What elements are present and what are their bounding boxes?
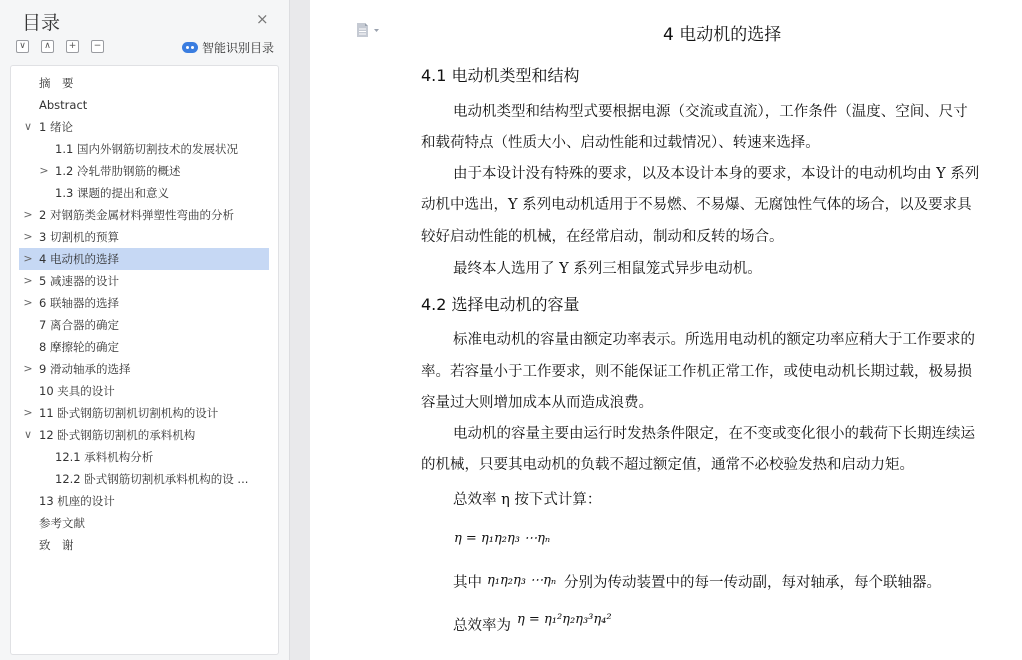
toc-item[interactable] bbox=[19, 468, 269, 490]
smart-toc-button[interactable] bbox=[182, 39, 274, 56]
toc-item-label: 12.2 卧式钢筋切割机承料机构的设 ... bbox=[55, 472, 249, 486]
inline-formula: η₁η₂η₃ ⋯ηₙ bbox=[487, 573, 557, 588]
chevron-right-icon[interactable]: > bbox=[39, 164, 49, 177]
paragraph-line: 容量过大则增加成本从而造成浪费。 bbox=[421, 395, 653, 411]
document-area bbox=[290, 0, 1022, 660]
collapse-all-icon[interactable]: ∨ bbox=[16, 40, 29, 53]
chevron-right-icon[interactable]: > bbox=[23, 362, 33, 375]
chevron-right-icon[interactable]: > bbox=[23, 296, 33, 309]
paragraph-line: 标准电动机的容量由额定功率表示。所选用电动机的额定功率应稍大于工作要求的 bbox=[453, 332, 975, 348]
toc-item-label: 4 电动机的选择 bbox=[39, 252, 119, 266]
toc-item-label: 1.3 课题的提出和意义 bbox=[55, 186, 169, 200]
total-efficiency-formula: η = η₁²η₂η₃³η₄² bbox=[517, 612, 612, 627]
paragraph-line: 电动机的容量主要由运行时发热条件限定，在不变或变化很小的载荷下长期连续运 bbox=[453, 426, 975, 442]
ai-assistant-icon bbox=[182, 42, 198, 53]
toc-item-label: 2 对钢筋类金属材料弹塑性弯曲的分析 bbox=[39, 208, 234, 222]
toc-item-label: Abstract bbox=[39, 98, 88, 112]
toc-toolbar bbox=[16, 40, 104, 53]
paragraph-line: 总效率 η 按下式计算： bbox=[453, 492, 602, 508]
toc-item[interactable] bbox=[19, 490, 269, 512]
toc-item-label: 1.1 国内外钢筋切割技术的发展状况 bbox=[55, 142, 238, 156]
toc-item[interactable] bbox=[19, 72, 269, 94]
efficiency-formula: η = η₁η₂η₃ ⋯ηₙ bbox=[454, 531, 551, 546]
toc-item[interactable] bbox=[19, 182, 269, 204]
chevron-right-icon[interactable]: > bbox=[23, 406, 33, 419]
toc-item[interactable] bbox=[19, 292, 269, 314]
section-title: 4.1 电动机类型和结构 bbox=[421, 66, 580, 85]
document-page bbox=[310, 0, 1022, 660]
toc-panel bbox=[0, 0, 290, 660]
toc-item[interactable] bbox=[19, 138, 269, 160]
chevron-right-icon[interactable]: > bbox=[23, 230, 33, 243]
toc-item-label: 致 谢 bbox=[39, 538, 74, 552]
toc-item[interactable] bbox=[19, 94, 269, 116]
toc-item-label: 摘 要 bbox=[39, 76, 74, 90]
toc-item[interactable] bbox=[19, 204, 269, 226]
toc-item-label: 1.2 冷轧带肋钢筋的概述 bbox=[55, 164, 181, 178]
paragraph-line: 和载荷特点（性质大小、启动性能和过载情况）、转速来选择。 bbox=[421, 135, 820, 151]
remove-heading-icon[interactable]: − bbox=[91, 40, 104, 53]
toc-item-label: 1 绪论 bbox=[39, 120, 73, 134]
close-icon[interactable]: × bbox=[256, 10, 269, 28]
toc-item[interactable] bbox=[19, 402, 269, 424]
add-heading-icon[interactable]: + bbox=[66, 40, 79, 53]
toc-item-label: 6 联轴器的选择 bbox=[39, 296, 119, 310]
toc-item[interactable] bbox=[19, 358, 269, 380]
toc-item[interactable] bbox=[19, 226, 269, 248]
toc-item[interactable] bbox=[19, 446, 269, 468]
toc-item[interactable] bbox=[19, 314, 269, 336]
toc-item[interactable] bbox=[19, 380, 269, 402]
paragraph-line: 的机械，只要其电动机的负载不超过额定值，通常不必校验发热和启动力矩。 bbox=[421, 457, 914, 473]
chevron-down-icon[interactable]: ∨ bbox=[23, 428, 33, 441]
section-title: 4.2 选择电动机的容量 bbox=[421, 295, 580, 314]
paragraph-line: 总效率为 bbox=[453, 618, 511, 634]
toc-item[interactable] bbox=[19, 534, 269, 556]
chevron-down-icon[interactable]: ∨ bbox=[23, 120, 33, 133]
chapter-title: 4 电动机的选择 bbox=[663, 25, 782, 45]
toc-item-label: 3 切割机的预算 bbox=[39, 230, 119, 244]
paragraph-line: 动机中选出，Y 系列电动机适用于不易燃、不易爆、无腐蚀性气体的场合，以及要求具 bbox=[421, 197, 972, 213]
toc-item-label: 13 机座的设计 bbox=[39, 494, 115, 508]
paragraph-line: 较好启动性能的机械，在经常启动，制动和反转的场合。 bbox=[421, 229, 784, 245]
toc-item[interactable] bbox=[19, 116, 269, 138]
chevron-right-icon[interactable]: > bbox=[23, 252, 33, 265]
smart-toc-label: 智能识别目录 bbox=[202, 41, 275, 55]
toc-item-label: 12.1 承料机构分析 bbox=[55, 450, 154, 464]
toc-item-label: 5 减速器的设计 bbox=[39, 274, 119, 288]
toc-item[interactable] bbox=[19, 270, 269, 292]
paragraph-line: 最终本人选用了 Y 系列三相鼠笼式异步电动机。 bbox=[453, 261, 762, 277]
chevron-right-icon[interactable]: > bbox=[23, 274, 33, 287]
toc-item[interactable] bbox=[19, 336, 269, 358]
paragraph-line: 其中 bbox=[453, 575, 482, 591]
toc-item-label: 12 卧式钢筋切割机的承料机构 bbox=[39, 428, 196, 442]
page-view-icon[interactable] bbox=[356, 22, 382, 42]
paragraph-line: 率。若容量小于工作要求，则不能保证工作机正常工作，或使电动机长期过载，极易损 bbox=[421, 364, 972, 380]
toc-title: 目录 bbox=[22, 12, 61, 34]
toc-item[interactable] bbox=[19, 248, 269, 270]
toc-list bbox=[10, 65, 279, 655]
toc-item[interactable] bbox=[19, 512, 269, 534]
paragraph-line: 电动机类型和结构型式要根据电源（交流或直流），工作条件（温度、空间、尺寸 bbox=[453, 104, 968, 120]
toc-item-label: 10 夹具的设计 bbox=[39, 384, 115, 398]
toc-item[interactable] bbox=[19, 424, 269, 446]
toc-item-label: 11 卧式钢筋切割机切割机构的设计 bbox=[39, 406, 219, 420]
chevron-right-icon[interactable]: > bbox=[23, 208, 33, 221]
toc-item-label: 7 离合器的确定 bbox=[39, 318, 119, 332]
toc-item-label: 8 摩擦轮的确定 bbox=[39, 340, 119, 354]
toc-item-label: 9 滑动轴承的选择 bbox=[39, 362, 131, 376]
expand-up-icon[interactable]: ∧ bbox=[41, 40, 54, 53]
paragraph-line: 分别为传动装置中的每一传动副，每对轴承，每个联轴器。 bbox=[564, 575, 941, 591]
toc-item[interactable] bbox=[19, 160, 269, 182]
toc-item-label: 参考文献 bbox=[39, 516, 85, 530]
paragraph-line: 由于本设计没有特殊的要求，以及本设计本身的要求，本设计的电动机均由 Y 系列 bbox=[453, 166, 980, 182]
